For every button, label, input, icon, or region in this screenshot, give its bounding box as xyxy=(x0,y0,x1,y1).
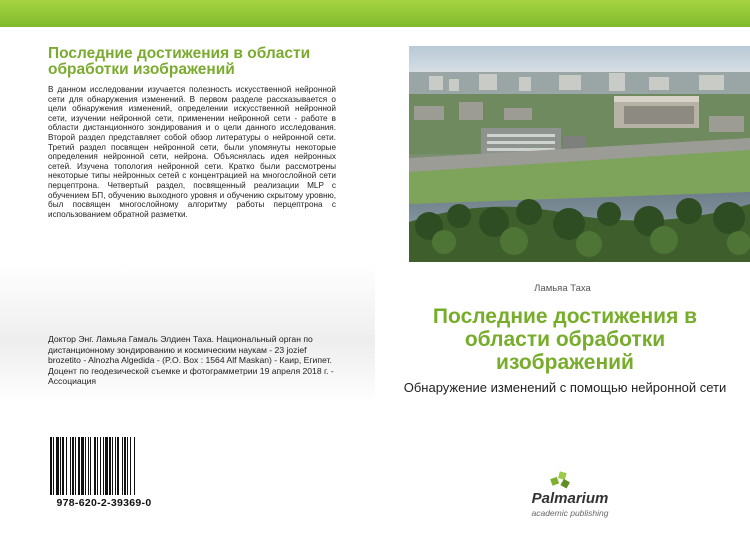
top-color-bar xyxy=(0,0,750,27)
front-cover-author: Ламьяа Таха xyxy=(534,283,591,294)
author-bio: Доктор Энг. Ламьяа Гамаль Элдиен Таха. Национальный орган по дистанционному зондированию и космическим наукам - 23 jozief brozetito - Alnozha Algedida - (P.O. Box : 1564 Alf Maskan) - Каир, Египет. Доцент по геодезической съемке и фотограмметрии 19 апреля 2018 г. - Ассоциация xyxy=(48,334,334,387)
publisher-logo xyxy=(500,468,640,528)
front-cover-title: Последние достижения в области обработки изображений xyxy=(432,305,698,374)
publisher-name: Palmarium xyxy=(531,490,609,507)
isbn-number: 978-620-2-39369-0 xyxy=(56,497,152,509)
front-cover-subtitle: Обнаружение изменений с помощью нейронной сети xyxy=(403,380,727,395)
back-cover-title: Последние достижения в области обработки изображений xyxy=(48,45,311,78)
publisher-tagline: academic publishing xyxy=(531,508,609,518)
palmarium-logo-mark-icon xyxy=(549,468,573,492)
cover-photo xyxy=(409,46,750,262)
back-cover-description: В данном исследовании изучается полезность искусственной нейронной сети для обнаружения изменений. В первом разделе рассказывается о цели обнаружения изменений, определении искусственной нейронной сети, изучении нейронной сети, применении нейронной сети - работе в области дистанционного зондирования и о цели данного исследования. Второй раздел представляет собой обзор литературы о нейронной сети. Третий раздел посвящен нейронной сети, были упомянуты некоторые определения нейронной сети, нейрона. Объяснялась идея нейронных сетей. Изучена топология нейронной сети. Кратко были рассмотрены некоторые типы нейронных сетей с концентрацией на многослойной сети перцептрона. Четвертый раздел, посвященный реализации MLP с обучением БП, обучению выходного уровня и обучению скрытому уровню, был посвящен многослойному алгоритму работы перцептрона с использованием обратной разметки. xyxy=(48,85,336,219)
